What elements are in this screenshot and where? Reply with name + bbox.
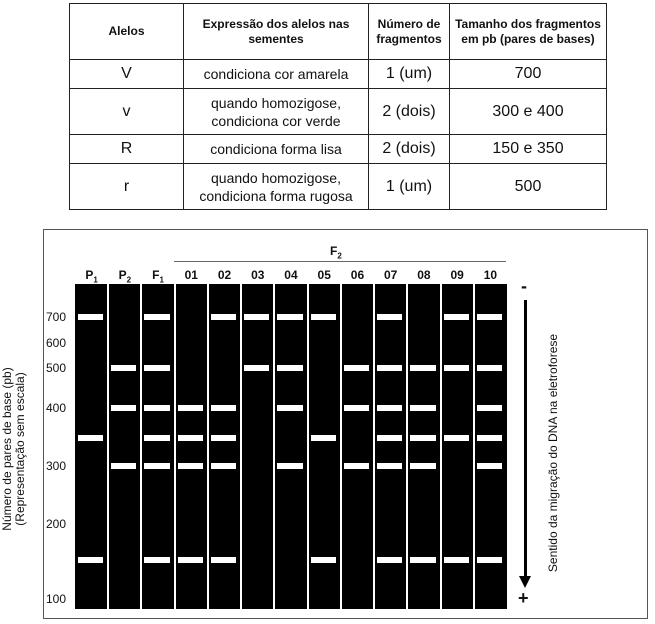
dna-band-400 (477, 405, 502, 411)
dna-band-400 (377, 405, 402, 411)
electrophoresis-gel (75, 284, 507, 609)
lane-label: 09 (450, 268, 464, 282)
dna-band-400 (344, 405, 369, 411)
dna-band-350 (144, 435, 169, 441)
dna-band-350 (178, 435, 203, 441)
dna-band-350 (444, 435, 469, 441)
lane-separator (307, 284, 309, 609)
bp-tick-label: 500 (46, 361, 67, 375)
migration-label-text: Sentido da migração do DNA na eletroforese (546, 333, 560, 573)
lane-label: 02 (217, 268, 232, 282)
cell-tamanho: 700 (450, 60, 607, 89)
f2-group-label (330, 244, 342, 260)
lane-label: 01 (184, 268, 198, 282)
dna-band-300 (111, 463, 136, 469)
header-numero: Número de fragmentos (369, 4, 450, 60)
lane-label: 05 (317, 268, 331, 282)
dna-band-300 (144, 463, 169, 469)
dna-band-350 (78, 435, 103, 441)
dna-band-500 (144, 365, 169, 371)
cell-alelo: R (70, 135, 184, 164)
cell-expressao: quando homozigose, condiciona forma rugosa (184, 164, 369, 210)
dna-band-500 (111, 365, 136, 371)
y-axis-label-line1: Número de pares de base (pb) (0, 367, 14, 531)
table-row (70, 60, 607, 89)
lane-label: 04 (284, 268, 298, 282)
cell-numero: 2 (dois) (369, 135, 450, 164)
cell-expressao: condiciona cor amarela (184, 60, 369, 89)
lane-label: 07 (383, 268, 398, 282)
dna-band-350 (211, 435, 236, 441)
lane-separator (207, 284, 209, 609)
dna-band-150 (444, 557, 469, 563)
dna-band-500 (344, 365, 369, 371)
positive-pole: + (518, 588, 529, 608)
dna-band-400 (111, 405, 136, 411)
dna-band-500 (410, 365, 435, 371)
f2-group-text: F (330, 244, 338, 258)
dna-band-350 (477, 435, 502, 441)
dna-band-150 (144, 557, 169, 563)
dna-band-500 (244, 365, 269, 371)
lane-separator (174, 284, 176, 609)
dna-band-700 (211, 314, 236, 320)
dna-band-700 (144, 314, 169, 320)
dna-band-400 (277, 405, 302, 411)
dna-band-150 (178, 557, 203, 563)
dna-band-700 (311, 314, 336, 320)
dna-band-300 (477, 463, 502, 469)
cell-alelo: V (70, 60, 184, 89)
dna-band-700 (78, 314, 103, 320)
dna-band-300 (277, 463, 302, 469)
bp-tick-label: 200 (46, 517, 67, 531)
dna-band-300 (344, 463, 369, 469)
lane-label: $P_2$ (118, 268, 132, 285)
cell-alelo: v (70, 89, 184, 135)
header-expressao: Expressão dos alelos nas sementes (184, 4, 369, 60)
lane-separator (273, 284, 275, 609)
bp-tick-label: 300 (46, 459, 67, 473)
bp-tick-label: 600 (46, 336, 67, 350)
lane-label: 03 (251, 268, 265, 282)
lane-separator (440, 284, 442, 609)
dna-band-400 (144, 405, 169, 411)
cell-alelo: r (70, 164, 184, 210)
table-row (70, 89, 607, 135)
f2-group-sub: 2 (337, 251, 342, 261)
lane-label: $F_1$ (152, 268, 164, 285)
header-tamanho: Tamanho dos fragmentos em pb (pares de bases) (450, 4, 607, 60)
dna-band-150 (78, 557, 103, 563)
cell-numero: 2 (dois) (369, 89, 450, 135)
lane-separator (473, 284, 475, 609)
dna-band-500 (277, 365, 302, 371)
cell-expressao: condiciona forma lisa (184, 135, 369, 164)
cell-tamanho: 300 e 400 (450, 89, 607, 135)
dna-band-700 (277, 314, 302, 320)
dna-band-400 (178, 405, 203, 411)
table-row (70, 164, 607, 210)
dna-band-150 (477, 557, 502, 563)
f2-group-line (174, 261, 506, 262)
lane-separator (373, 284, 375, 609)
dna-band-350 (377, 435, 402, 441)
lane-separator (340, 284, 342, 609)
dna-band-300 (410, 463, 435, 469)
lane-separator (140, 284, 142, 609)
negative-pole: - (521, 276, 527, 296)
dna-band-350 (311, 435, 336, 441)
cell-tamanho: 150 e 350 (450, 135, 607, 164)
dna-band-150 (377, 557, 402, 563)
bp-tick-label: 400 (46, 401, 67, 415)
lane-label: 10 (483, 268, 498, 282)
dna-band-700 (377, 314, 402, 320)
migration-arrow-head (519, 576, 531, 588)
migration-arrow-line (524, 300, 527, 578)
cell-numero: 1 (um) (369, 164, 450, 210)
dna-band-500 (444, 365, 469, 371)
lane-label: $P_1$ (85, 268, 98, 285)
bp-tick-label: 100 (46, 592, 67, 606)
table-row (70, 135, 607, 164)
dna-band-300 (377, 463, 402, 469)
dna-band-500 (477, 365, 502, 371)
dna-band-350 (410, 435, 435, 441)
dna-band-700 (244, 314, 269, 320)
dna-band-300 (211, 463, 236, 469)
bp-tick-label: 700 (46, 310, 67, 324)
dna-band-400 (410, 405, 435, 411)
table-header-row (70, 4, 607, 60)
cell-numero: 1 (um) (369, 60, 450, 89)
dna-band-150 (211, 557, 236, 563)
dna-band-400 (211, 405, 236, 411)
dna-band-150 (311, 557, 336, 563)
lane-label: 08 (417, 268, 431, 282)
cell-tamanho: 500 (450, 164, 607, 210)
dna-band-300 (178, 463, 203, 469)
lane-label: 06 (350, 268, 365, 282)
alleles-table (69, 3, 607, 210)
lane-separator (107, 284, 109, 609)
lane-separator (406, 284, 408, 609)
lane-separator (240, 284, 242, 609)
dna-band-700 (444, 314, 469, 320)
y-axis-label-line2: (Representação sem escala) (13, 372, 27, 526)
dna-band-150 (410, 557, 435, 563)
dna-band-500 (377, 365, 402, 371)
header-alelos: Alelos (70, 4, 184, 60)
cell-expressao: quando homozigose, condiciona cor verde (184, 89, 369, 135)
dna-band-700 (477, 314, 502, 320)
